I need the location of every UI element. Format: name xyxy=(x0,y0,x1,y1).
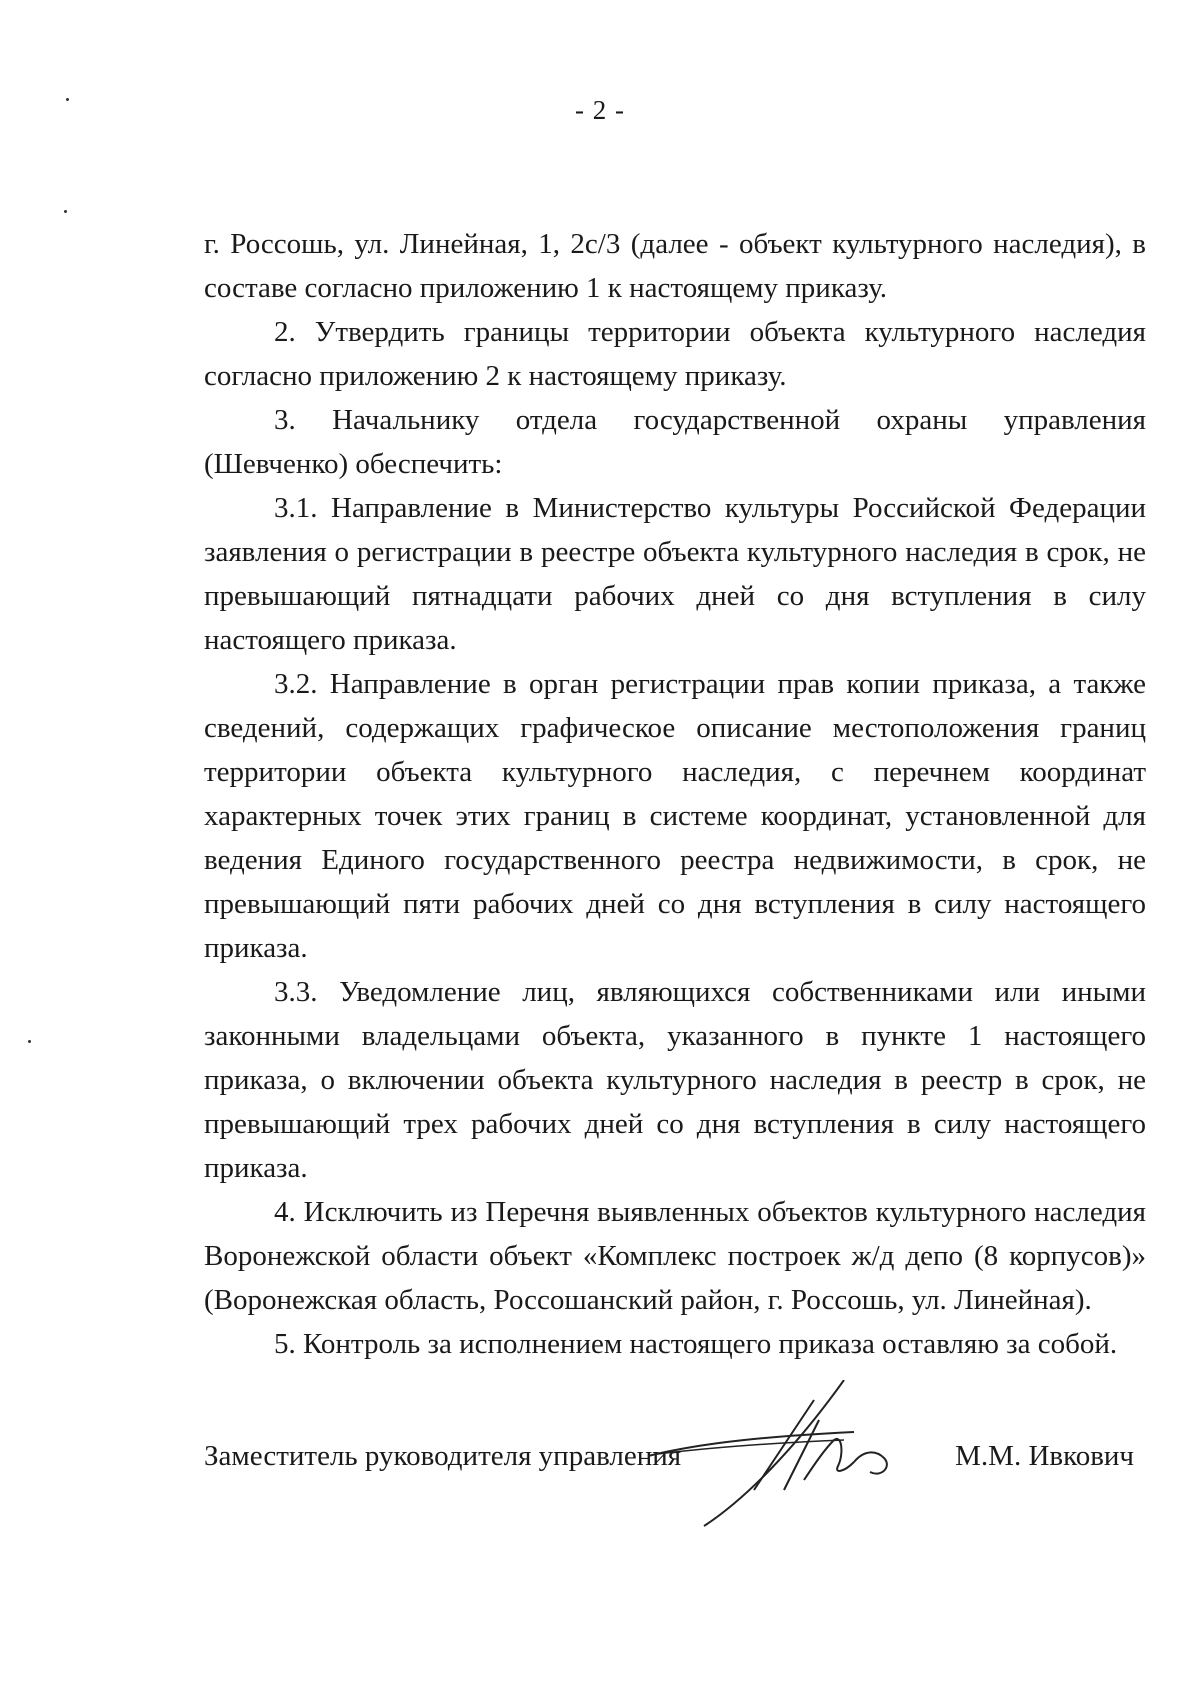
margin-speck xyxy=(28,1040,31,1043)
signatory-position: Заместитель руководителя управления xyxy=(204,1440,682,1472)
paragraph-item-5: 5. Контроль за исполнением настоящего приказа оставляю за собой. xyxy=(274,1328,1118,1360)
paragraph-item-3-1: 3.1. Направление в Министерство культуры Российской Федерации заявления о регистрации в реестре объекта культурного наследия в срок, не превышающий пятнадцати рабочих дней со дня вступления в силу настоящего приказа. xyxy=(204,492,1146,656)
handwritten-signature xyxy=(644,1380,944,1530)
page-number: - 2 - xyxy=(575,95,625,125)
margin-speck xyxy=(64,210,67,213)
paragraph-item-3-2: 3.2. Направление в орган регистрации прав копии приказа, а также сведений, содержащих графическое описание местоположения границ территории объекта культурного наследия, с перечнем координат характерных точек этих границ в системе координат, установленной для ведения Единого государственного реестра недвижимости, в срок, не превышающий пяти рабочих дней со дня вступления в силу настоящего приказа. xyxy=(204,668,1146,964)
paragraph-item-3-3: 3.3. Уведомление лиц, являющихся собственниками или иными законными владельцами объекта, указанного в пункте 1 настоящего приказа, о включении объекта культурного наследия в реестр в срок, не превышающий трех рабочих дней со дня вступления в силу настоящего приказа. xyxy=(204,976,1146,1184)
document-body xyxy=(204,222,1146,1366)
signature-block xyxy=(204,1380,1146,1490)
signatory-name: М.М. Ивкович xyxy=(955,1440,1134,1472)
paragraph-item-4: 4. Исключить из Перечня выявленных объектов культурного наследия Воронежской области объект «Комплекс построек ж/д депо (8 корпусов)» (Воронежская область, Россошанский район, г. Россошь, ул. Линейная). xyxy=(204,1196,1146,1316)
paragraph-item-3: 3. Начальнику отдела государственной охраны управления (Шевченко) обеспечить: xyxy=(204,404,1146,480)
paragraph-item-2: 2. Утвердить границы территории объекта культурного наследия согласно приложению 2 к настоящему приказу. xyxy=(204,316,1146,392)
paragraph-address-continuation: г. Россошь, ул. Линейная, 1, 2с/3 (далее - объект культурного наследия), в составе согласно приложению 1 к настоящему приказу. xyxy=(204,228,1146,304)
